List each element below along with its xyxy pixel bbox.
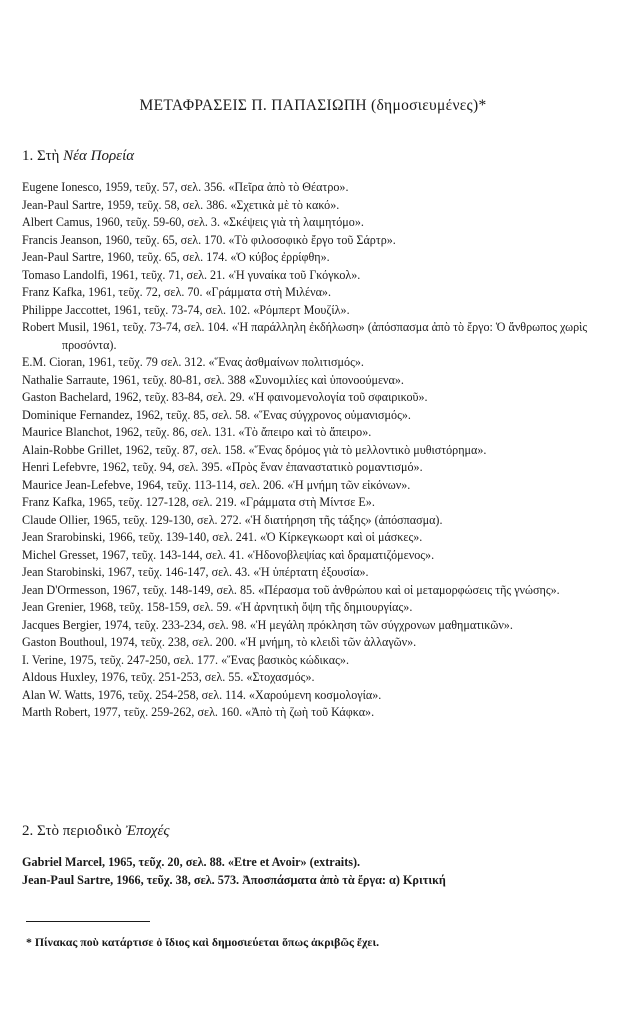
bibliography-entry: Nathalie Sarraute, 1961, τεῦχ. 80-81, σελ. 388 «Συνομιλίες καὶ ὑπονοούμενα». — [22, 372, 404, 387]
bibliography-entry: Jean-Paul Sartre, 1966, τεῦχ. 38, σελ. 573. Ἀποσπάσματα ἀπὸ τὰ ἔργα: α) Κριτική — [22, 873, 446, 887]
section-2-prefix: Στὸ περιοδικὸ — [37, 823, 122, 839]
section-1-entries — [22, 179, 612, 722]
bibliography-entry: Alan W. Watts, 1976, τεῦχ. 254-258, σελ. 114. «Χαρούμενη κοσμολογία». — [22, 687, 382, 702]
bibliography-entry: Maurice Jean-Lefebve, 1964, τεῦχ. 113-114, σελ. 206. «Ἡ μνήμη τῶν εἰκόνων». — [22, 477, 411, 492]
bibliography-entry: Jean-Paul Sartre, 1960, τεῦχ. 65, σελ. 174. «Ὁ κύβος ἐρρίφθη». — [22, 250, 330, 264]
bibliography-entry: Henri Lefebvre, 1962, τεῦχ. 94, σελ. 395. «Πρὸς ἕναν ἐπαναστατικὸ ρομαντισμό». — [22, 460, 423, 474]
section-1-number: 1. — [22, 148, 34, 164]
bibliography-entry: Jacques Bergier, 1974, τεῦχ. 233-234, σελ. 98. «Ἡ μεγάλη πρόκληση τῶν σύγχρονων μαθηματικῶν». — [22, 617, 513, 632]
bibliography-entry: Jean Starobinski, 1967, τεῦχ. 146-147, σελ. 43. «Ἡ ὑπέρτατη ἐξουσία». — [22, 565, 369, 579]
section-1-prefix: Στὴ — [37, 148, 60, 164]
page-title: ΜΕΤΑΦΡΑΣΕΙΣ Π. ΠΑΠΑΣΙΩΠΗ (δημοσιευμένες)* — [139, 97, 487, 114]
bibliography-entry: Maurice Blanchot, 1962, τεῦχ. 86, σελ. 131. «Τὸ ἄπειρο καὶ τὸ ἄπειρο». — [22, 425, 372, 439]
bibliography-entry: Gabriel Marcel, 1965, τεῦχ. 20, σελ. 88. «Etre et Avoir» (extraits). — [22, 855, 361, 869]
bibliography-entry: Gaston Bachelard, 1962, τεῦχ. 83-84, σελ. 29. «Ἡ φαινομενολογία τοῦ σφαιρικοῦ». — [22, 390, 428, 404]
bibliography-entry: Robert Musil, 1961, τεῦχ. 73-74, σελ. 104. «Ἡ παράλληλη ἐκδήλωση» (ἀπόσπασμα ἀπὸ τὸ ἔργο: Ὁ ἄνθρωπος χωρὶς προσόντα). — [22, 320, 588, 352]
bibliography-entry: Franz Kafka, 1965, τεῦχ. 127-128, σελ. 219. «Γράμματα στὴ Μίντσε Ε». — [22, 495, 375, 509]
bibliography-entry: Philippe Jaccottet, 1961, τεῦχ. 73-74, σελ. 102. «Ρόμπερτ Μουζίλ». — [22, 302, 350, 317]
bibliography-entry: Jean-Paul Sartre, 1959, τεῦχ. 58, σελ. 386. «Σχετικὰ μὲ τὸ κακό». — [22, 197, 340, 212]
bibliography-entry: Marth Robert, 1977, τεῦχ. 259-262, σελ. 160. «Ἀπὸ τὴ ζωὴ τοῦ Κάφκα». — [22, 705, 375, 719]
bibliography-entry: Jean Srarobinski, 1966, τεῦχ. 139-140, σελ. 241. «Ὁ Κίρκεγκωορτ καὶ οἱ μάσκες». — [22, 530, 423, 544]
bibliography-entry: Jean Grenier, 1968, τεῦχ. 158-159, σελ. 59. «Ἡ ἀρνητικὴ ὄψη τῆς δημιουργίας». — [22, 600, 413, 614]
bibliography-entry: Claude Ollier, 1965, τεῦχ. 129-130, σελ. 272. «Ἡ διατήρηση τῆς τάξης» (ἀπόσπασμα). — [22, 512, 443, 527]
bibliography-entry: Dominique Fernandez, 1962, τεῦχ. 85, σελ. 58. «Ἕνας σύγχρονος οὐμανισμός». — [22, 407, 411, 422]
section-1-heading — [22, 148, 134, 165]
footnote-rule — [26, 921, 150, 922]
bibliography-entry: Michel Gresset, 1967, τεῦχ. 143-144, σελ. 41. «Ἡδονοβλεψίας καὶ δραματιζόμενος». — [22, 547, 435, 562]
bibliography-entry: Tomaso Landolfi, 1961, τεῦχ. 71, σελ. 21. «Ἡ γυναίκα τοῦ Γκόγκολ». — [22, 267, 361, 282]
section-2-entries — [22, 853, 612, 889]
bibliography-entry: Jean D'Ormesson, 1967, τεῦχ. 148-149, σελ. 85. «Πέρασμα τοῦ ἀνθρώπου καὶ οἱ μεταμορφώσεις τῆς γνώσης». — [22, 582, 560, 597]
bibliography-entry: Aldous Huxley, 1976, τεῦχ. 251-253, σελ. 55. «Στοχασμός». — [22, 670, 315, 684]
bibliography-entry: Franz Kafka, 1961, τεῦχ. 72, σελ. 70. «Γράμματα στὴ Μιλένα». — [22, 285, 331, 299]
section-2-journal: Ἐποχές — [125, 823, 170, 839]
footnote: * Πίνακας ποὺ κατάρτισε ὁ ἴδιος καὶ δημοσιεύεται ὅπως ἀκριβῶς ἔχει. — [26, 935, 380, 949]
bibliography-entry: E.M. Cioran, 1961, τεῦχ. 79 σελ. 312. «Ἕνας ἀσθμαίνων πολιτισμός». — [22, 355, 364, 369]
section-2-heading — [22, 823, 170, 840]
bibliography-entry: Albert Camus, 1960, τεῦχ. 59-60, σελ. 3. «Σκέψεις γιὰ τὴ λαιμητόμο». — [22, 215, 364, 229]
section-1-journal: Νέα Πορεία — [63, 148, 135, 164]
bibliography-entry: Eugene Ionesco, 1959, τεῦχ. 57, σελ. 356. «Πεῖρα ἀπὸ τὸ Θέατρο». — [22, 180, 349, 194]
section-2-number: 2. — [22, 823, 34, 839]
bibliography-entry: Gaston Bouthoul, 1974, τεῦχ. 238, σελ. 200. «Ἡ μνήμη, τὸ κλειδὶ τῶν ἀλλαγῶν». — [22, 635, 417, 649]
bibliography-entry: Alain-Robbe Grillet, 1962, τεῦχ. 87, σελ. 158. «Ἕνας δρόμος γιὰ τὸ μελλοντικὸ μυθιστόρημα». — [22, 442, 487, 457]
bibliography-entry: Francis Jeanson, 1960, τεῦχ. 65, σελ. 170. «Τὸ φιλοσοφικὸ ἔργο τοῦ Σάρτρ». — [22, 232, 396, 247]
bibliography-entry: I. Verine, 1975, τεῦχ. 247-250, σελ. 177. «Ἕνας βασικὸς κώδικας». — [22, 652, 349, 667]
